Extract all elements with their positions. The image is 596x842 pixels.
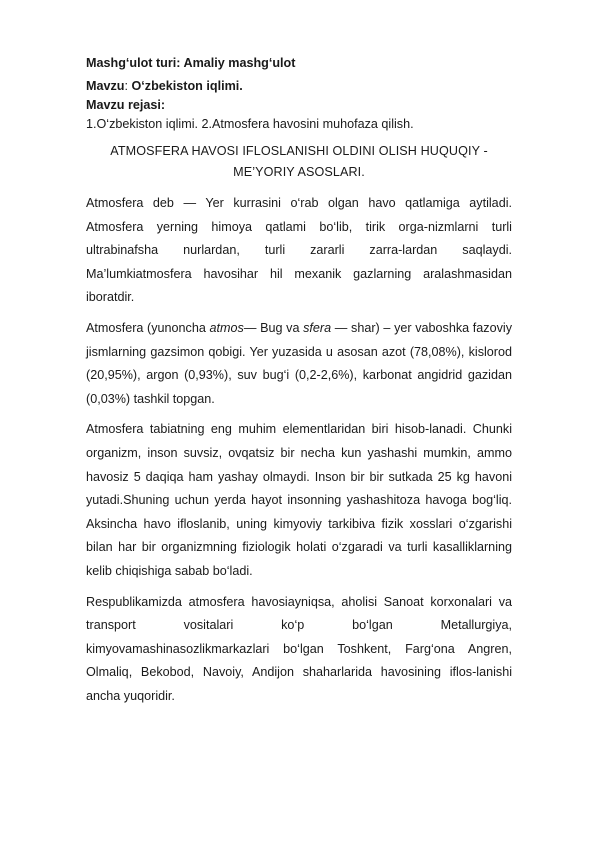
plan-label: Mavzu rejasi: <box>86 98 166 112</box>
paragraph-1: Atmosfera deb — Yer kurrasini o‘rab olgan havo qatlamiga aytiladi. Atmosfera yerning himoya qatlami bo‘lib, tirik orga-nizmlarni turli ultrabinafsha nurlardan, turli zararli zarra-lardan saqlaydi. Ma’lumkiatmosfera havosihar hil mexanik gazlarning aralashmasidan iboratdir. <box>86 196 512 305</box>
term-sfera: sfera <box>303 320 332 335</box>
topic-line <box>86 77 512 96</box>
document-body <box>86 54 512 715</box>
section-heading <box>86 141 512 183</box>
paragraph-2-part-c: — shar) – yer vaboshka fazoviy jismlarning gazsimon qobigi. Yer yuzasida u asosan azot (78,08%), kislorod (20,95%), argon (0,93%), suv bug‘i (0,2-2,6%), karbonat angidrid gazidan (0,03%) tashkil topgan. <box>86 320 512 406</box>
topic-label: Mavzu <box>86 79 125 93</box>
paragraph-3: Atmosfera tabiatning eng muhim elementlaridan biri hisob-lanadi. Chunki organizm, inson suvsiz, ovqatsiz bir necha kun yashashi mumkin, ammo havosiz 5 daqiqa ham yashay olmaydi. Inson bir bir sutkada 25 kg havoni yutadi.Shuning uchun yerda hayot insonning yashashitoza havoga bog‘liq. Aksincha havo ifloslanib, uning kimyoviy tarkibiva fizik xosslari o‘zgarishi bilan har bir organizmning fiziologik holati o‘zgaradi va turli kasalliklarning kelib chiqishiga sabab bo‘ladi. <box>86 422 512 578</box>
term-atmos: atmos <box>209 320 244 335</box>
heading-line-2: ME’YORIY ASOSLARI. <box>233 165 365 179</box>
lesson-type: Mashg‘ulot turi: Amaliy mashg‘ulot <box>86 56 296 70</box>
paragraph-2-part-a: Atmosfera (yunoncha <box>86 320 210 335</box>
paragraph-2 <box>86 317 512 411</box>
topic-colon: : <box>124 79 132 93</box>
topic-value: O‘zbekiston iqlimi. <box>131 79 243 93</box>
heading-line-1: ATMOSFERA HAVOSI IFLOSLANISHI OLDINI OLISH HUQUQIY - <box>110 144 488 158</box>
plan-items: 1.O‘zbekiston iqlimi. 2.Atmosfera havosini muhofaza qilish. <box>86 117 414 131</box>
paragraph-2-part-b: — Bug va <box>243 320 304 335</box>
paragraph-4: Respublikamizda atmosfera havosiayniqsa, aholisi Sanoat korxonalari va transport vositalari ko‘p bo‘lgan Metallurgiya, kimyovamashinasozlikmarkazlari bo‘lgan Toshkent, Farg‘ona Angren, Olmaliq, Bekobod, Navoiy, Andijon shaharlarida havosining iflos-lanishi ancha yuqoridir. <box>86 594 512 703</box>
